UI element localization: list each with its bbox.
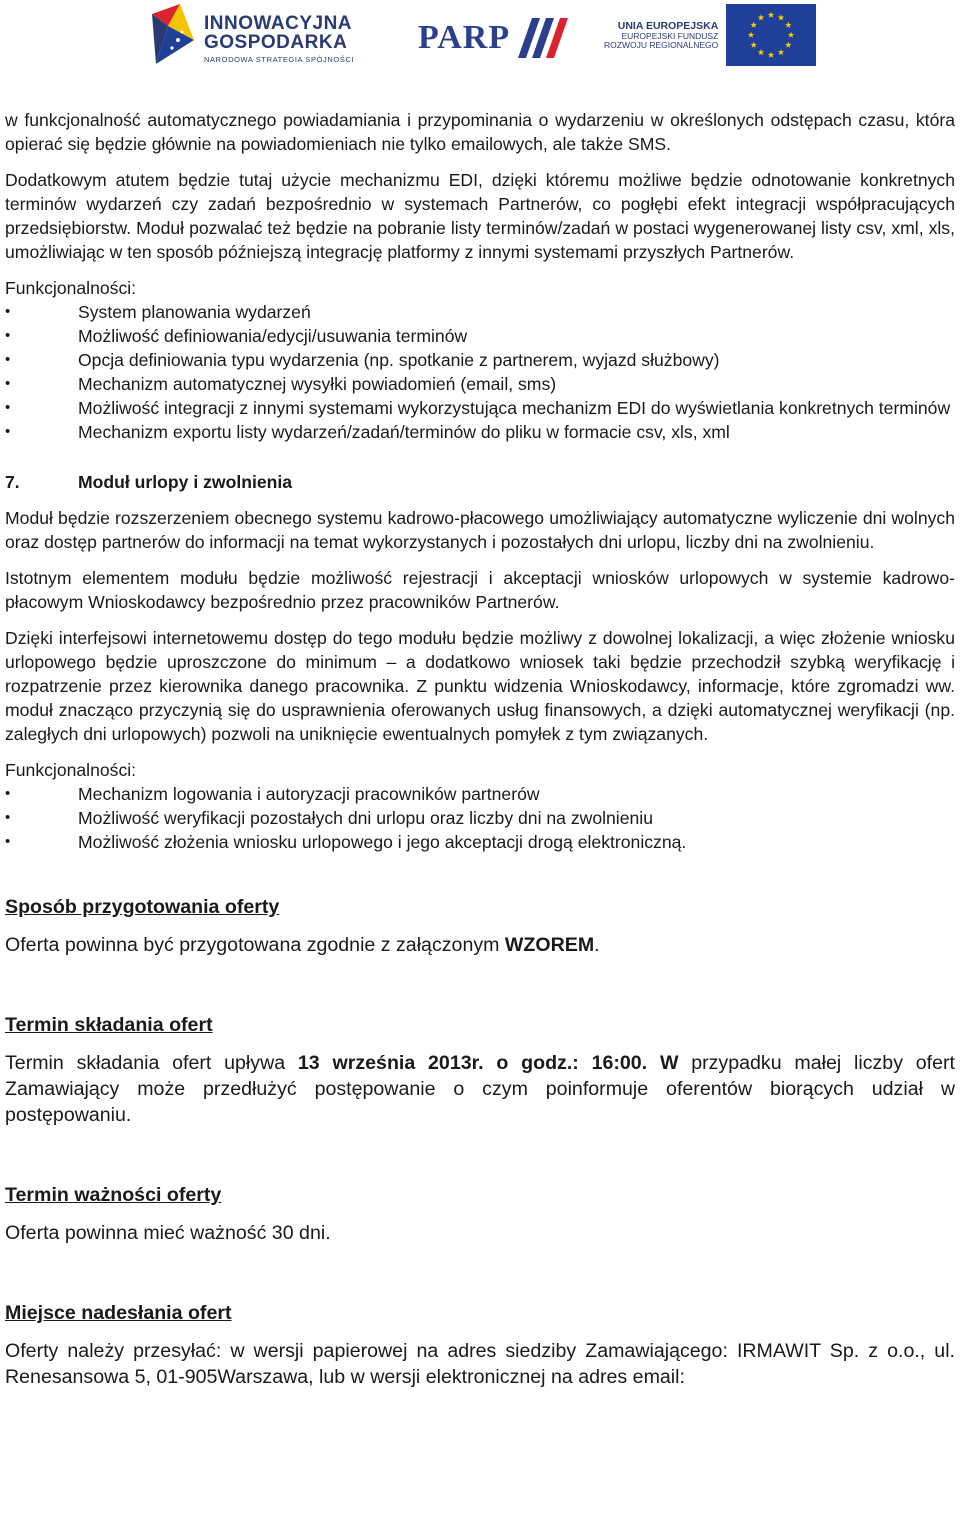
innowacyjna-gospodarka-logo <box>150 4 354 74</box>
functionalities-label: Funkcjonalności: <box>5 278 137 298</box>
eu-flag-icon <box>726 4 816 66</box>
logo-ue-line2: EUROPEJSKI FUNDUSZ <box>621 30 719 41</box>
sposob-end: . <box>594 934 600 956</box>
paragraph-edi: Dodatkowym atutem będzie tutaj użycie mechanizmu EDI, dzięki któremu możliwe będzie odnotowanie konkretnych terminów wydarzeń czy zadań bezpośrednio w systemach Partnerów, co pogłębi efekt integracji współpracujących przedsiębiorstw. Moduł pozwalać też będzie na pobranie listy terminów/zadań w postaci wygenerowanej listy csv, xml, xls, umożliwiając w ten sposób późniejszą integrację platformy z innymi systemami przyszłych Partnerów. <box>5 170 955 262</box>
list-item: • System planowania wydarzeń <box>5 300 955 324</box>
termin-date: 13 września 2013r. o godz.: 16:00. <box>297 1052 648 1074</box>
logo-ue-line1: UNIA EUROPEJSKA <box>617 19 719 32</box>
list-item: • Możliwość integracji z innymi systemami wykorzystująca mechanizm EDI do wyświetlania konkretnych terminów <box>5 396 955 420</box>
paragraph-waznosc: Oferta powinna mieć ważność 30 dni. <box>5 1222 331 1244</box>
paragraph-module-element: Istotnym elementem modułu będzie możliwość rejestracji i akceptacji wniosków urlopowych w systemie kadrowo-płacowym Wnioskodawcy bezpośrednio przez pracowników Partnerów. <box>5 568 955 612</box>
logo-ig-line1: INNOWACYJNA <box>204 13 353 35</box>
heading-sposob: Sposób przygotowania oferty <box>5 896 280 918</box>
paragraph-sposob <box>5 932 955 958</box>
list-item: • Mechanizm automatycznej wysyłki powiadomień (email, sms) <box>5 372 955 396</box>
termin-text: Termin składania ofert upływa <box>5 1052 298 1074</box>
logo-ue-line3: ROZWOJU REGIONALNEGO <box>604 39 719 50</box>
section-title: Moduł urlopy i zwolnienia <box>78 472 293 492</box>
list-item: • Mechanizm logowania i autoryzacji pracowników partnerów <box>5 782 955 806</box>
list-item: • Mechanizm exportu listy wydarzeń/zadań/terminów do pliku w formacie csv, xls, xml <box>5 420 955 444</box>
logo-ig-line2: GOSPODARKA <box>204 32 348 54</box>
paragraph-notifications: w funkcjonalność automatycznego powiadamiania i przypominania o wydarzeniu w określonych odstępach czasu, która opierać się będzie głównie na powiadomieniach nie tylko emailowych, ale także SMS. <box>5 110 955 154</box>
termin-space <box>647 1052 660 1074</box>
paragraph-miejsce: Oferty należy przesyłać: w wersji papierowej na adres siedziby Zamawiającego: IRMAWIT Sp. z o.o., ul. Renesansowa 5, 01-905Warszawa, lub w wersji elektronicznej na adres email: <box>5 1340 955 1388</box>
paragraph-module-intro: Moduł będzie rozszerzeniem obecnego systemu kadrowo-płacowego umożliwiający automatyczne wyliczenie dni wolnych oraz dostęp partnerów do informacji na temat wykorzystanych i pozostałych dni urlopu, liczby dni na zwolnieniu. <box>5 508 955 552</box>
section-7-heading <box>5 470 955 494</box>
heading-termin: Termin składania ofert <box>5 1014 213 1036</box>
sposob-wzor: WZOREM <box>504 934 595 956</box>
paragraph-module-interface: Dzięki interfejsowi internetowemu dostęp do tego modułu będzie możliwy z dowolnej lokalizacji, a więc złożenie wniosku urlopowego będzie uproszczone do minimum – a dodatkowo wniosek taki będzie przechodził szybką weryfikację i rozpatrzenie przez kierownika danego pracownika. Z punktu widzenia Wnioskodawcy, informacje, które zgromadzi ww. moduł znacząco przyczynią się do usprawnienia oferowanych usług finansowych, a dzięki automatycznej weryfikacji (np. zaległych dni urlopowych) pozwoli na uniknięcie ewentualnych pomyłek z tym związanych. <box>5 628 955 744</box>
paragraph-termin <box>5 1050 955 1128</box>
document-header <box>0 0 960 90</box>
section-number: 7. <box>5 472 20 492</box>
termin-w: W <box>659 1052 679 1074</box>
innowacyjna-gospodarka-emblem-icon <box>150 4 196 74</box>
list-item: • Możliwość złożenia wniosku urlopowego i jego akceptacji drogą elektroniczną. <box>5 830 955 854</box>
termin-rest: przypadku małej liczby ofert Zamawiający może przedłużyć postępowanie o czym poinformuje oferentów biorących udział w postępowaniu. <box>5 1052 955 1126</box>
parp-stripes-icon <box>514 14 574 62</box>
unia-europejska-logo <box>604 4 816 66</box>
heading-waznosc: Termin ważności oferty <box>5 1184 222 1206</box>
parp-logo-text: PARP <box>418 19 511 56</box>
functionalities-label: Funkcjonalności: <box>5 760 137 780</box>
list-item: • Opcja definiowania typu wydarzenia (np. spotkanie z partnerem, wyjazd służbowy) <box>5 348 955 372</box>
functionalities-list-2 <box>5 782 955 854</box>
heading-miejsce: Miejsce nadesłania ofert <box>5 1302 232 1324</box>
document-body <box>5 108 955 1390</box>
parp-logo <box>418 14 574 62</box>
sposob-text: Oferta powinna być przygotowana zgodnie z załączonym <box>5 934 505 956</box>
logo-ig-line3: NARODOWA STRATEGIA SPÓJNOŚCI <box>204 55 355 65</box>
list-item: • Możliwość weryfikacji pozostałych dni urlopu oraz liczby dni na zwolnieniu <box>5 806 955 830</box>
list-item: • Możliwość definiowania/edycji/usuwania terminów <box>5 324 955 348</box>
functionalities-list-1 <box>5 300 955 444</box>
